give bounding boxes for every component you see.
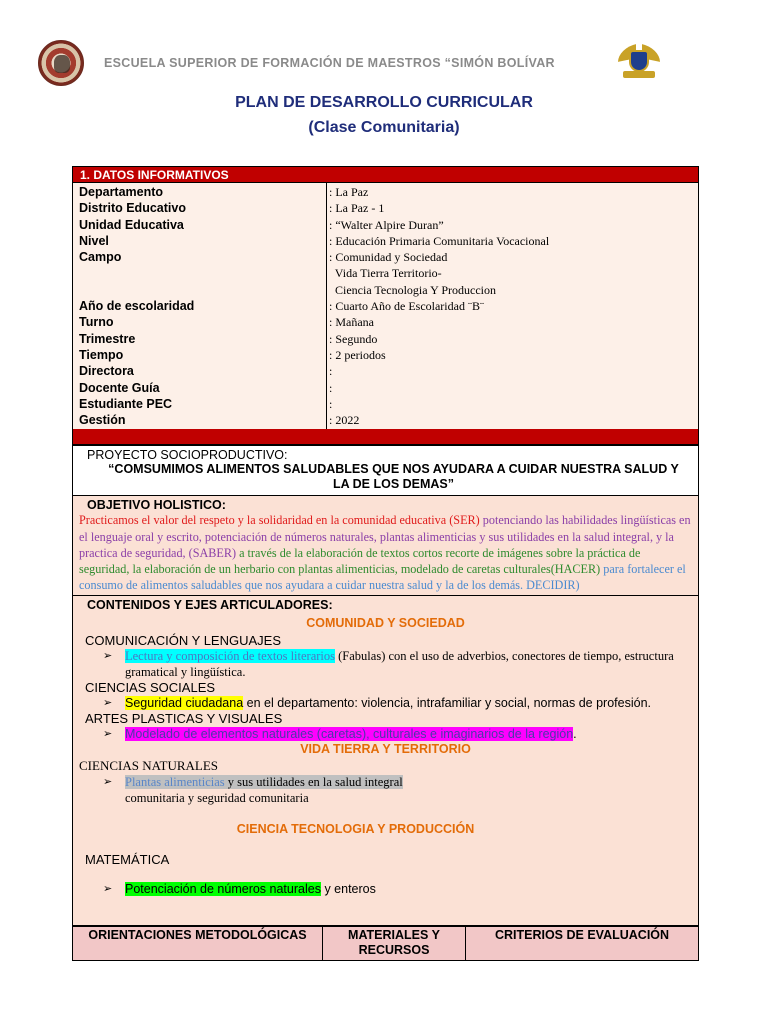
col-orientaciones: ORIENTACIONES METODOLÓGICAS xyxy=(73,927,323,960)
area-ciencias-sociales: CIENCIAS SOCIALES xyxy=(85,679,216,695)
contenidos-label: CONTENIDOS Y EJES ARTICULADORES: xyxy=(87,597,333,612)
arrow-bullet-icon: ➢ xyxy=(103,775,113,788)
campo-comunidad-heading: COMUNIDAD Y SOCIEDAD xyxy=(306,615,465,630)
info-labels xyxy=(73,183,327,429)
arrow-bullet-icon: ➢ xyxy=(103,696,113,709)
proyecto-label: PROYECTO SOCIOPRODUCTIVO: xyxy=(87,448,288,463)
arrow-bullet-icon: ➢ xyxy=(103,882,113,895)
info-label: Docente Guía xyxy=(79,380,160,395)
table-footer-headers xyxy=(73,926,698,961)
info-values xyxy=(327,183,698,429)
info-label: Campo xyxy=(79,250,122,265)
document-header xyxy=(0,0,768,100)
campo-vida-heading: VIDA TIERRA Y TERRITORIO xyxy=(300,741,471,756)
info-label: Tiempo xyxy=(79,347,124,362)
area-matematica: MATEMÁTICA xyxy=(85,851,170,867)
area-artes-plasticas: ARTES PLASTICAS Y VISUALES xyxy=(85,710,283,726)
contenidos-section xyxy=(73,596,698,926)
info-label: Departamento xyxy=(79,185,164,199)
list-item: ➢ Modelado de elementos naturales (caretas), culturales e imaginarios de la región. xyxy=(103,726,577,741)
arrow-bullet-icon: ➢ xyxy=(103,649,113,662)
info-label: Unidad Educativa xyxy=(79,217,184,232)
info-value: : La Paz xyxy=(329,185,369,199)
info-label: Estudiante PEC xyxy=(79,396,173,411)
info-label: Año de escolaridad xyxy=(79,299,195,314)
page-subtitle: (Clase Comunitaria) xyxy=(308,119,460,136)
proyecto-socioproductivo xyxy=(73,445,698,496)
col-criterios: CRITERIOS DE EVALUACIÓN xyxy=(494,927,670,942)
curricular-plan-table xyxy=(72,166,699,961)
col-materiales: MATERIALES Y RECURSOS xyxy=(323,927,466,960)
info-label xyxy=(79,282,320,298)
list-item: ➢ Seguridad ciudadana en el departamento: violencia, intrafamiliar y social, normas de profesión. xyxy=(103,695,651,710)
info-label: Trimestre xyxy=(79,331,136,346)
info-value: : xyxy=(329,380,333,395)
info-value: Ciencia Tecnologia Y Produccion xyxy=(329,282,497,297)
info-value: : 2022 xyxy=(329,413,360,428)
school-name: ESCUELA SUPERIOR DE FORMACIÓN DE MAESTROS “SIMÓN BOLÍVAR xyxy=(104,56,555,70)
proyecto-name: “COMSUMIMOS ALIMENTOS SALUDABLES QUE NOS AYUDARA A CUIDAR NUESTRA SALUD Y LA DE LOS DEMAS” xyxy=(108,462,679,492)
list-item: ➢ Potenciación de números naturales y enteros xyxy=(103,881,376,896)
datos-informativos xyxy=(73,183,698,429)
campo-ciencia-heading: CIENCIA TECNOLOGIA Y PRODUCCIÓN xyxy=(236,821,475,836)
info-label: Distrito Educativo xyxy=(79,201,186,216)
objetivo-text xyxy=(79,512,692,592)
info-label: Turno xyxy=(79,315,114,330)
info-label: Directora xyxy=(79,364,134,379)
school-seal-logo xyxy=(38,40,84,86)
info-label xyxy=(79,265,320,281)
objetivo-saber: potenciando las habilidades lingüísticas en el lenguaje oral y escrito, potenciación de números naturales, plantas alimenticias y sus utilidades en la salud integral, y la practica de seguridad, (SABER) xyxy=(79,513,691,560)
list-item: ➢ Lectura y composición de textos literarios (Fabulas) con el uso de adverbios, conectores de tiempo, estructura gramatical y lingüística. xyxy=(103,648,674,679)
section-header-datos: 1. DATOS INFORMATIVOS xyxy=(73,166,698,183)
page-title: PLAN DE DESARROLLO CURRICULAR xyxy=(235,94,533,111)
info-value: : Educación Primaria Comunitaria Vocacional xyxy=(329,233,550,248)
objetivo-decidir: para fortalecer el consumo de alimentos saludables que nos ayudara a cuidar nuestra salud y la de los demás. DECIDIR) xyxy=(79,561,686,592)
info-value: : 2 periodos xyxy=(329,347,386,362)
info-value: : xyxy=(329,396,333,411)
info-value: : Segundo xyxy=(329,331,378,346)
winged-shield-logo xyxy=(618,42,660,82)
red-separator xyxy=(73,429,698,445)
info-value: : La Paz - 1 xyxy=(329,201,385,216)
area-ciencias-naturales: CIENCIAS NATURALES xyxy=(79,757,219,773)
info-value: : Mañana xyxy=(329,315,374,330)
objetivo-label: OBJETIVO HOLISTICO: xyxy=(87,498,226,513)
area-comunicacion: COMUNICACIÓN Y LENGUAJES xyxy=(85,632,282,648)
info-label: Gestión xyxy=(79,413,126,428)
info-value: : xyxy=(329,364,333,379)
objetivo-ser: Practicamos el valor del respeto y la solidaridad en la comunidad educativa (SER) xyxy=(79,513,480,528)
info-label: Nivel xyxy=(79,233,109,248)
info-value: : Cuarto Año de Escolaridad ¨B¨ xyxy=(329,299,484,314)
arrow-bullet-icon: ➢ xyxy=(103,727,113,740)
objetivo-holistico xyxy=(73,496,698,595)
info-value: : “Walter Alpire Duran” xyxy=(329,217,444,232)
info-value: Vida Tierra Territorio- xyxy=(329,266,442,281)
info-value: : Comunidad y Sociedad xyxy=(329,250,448,265)
list-item: ➢ Plantas alimenticias y sus utilidades en la salud integral comunitaria y seguridad comunitaria xyxy=(103,774,403,805)
objetivo-hacer: a través de la elaboración de textos cortos recorte de imágenes sobre la práctica de seguridad, la elaboración de un herbario con plantas alimenticias, modelado de caretas culturales(HACER) xyxy=(79,545,641,576)
